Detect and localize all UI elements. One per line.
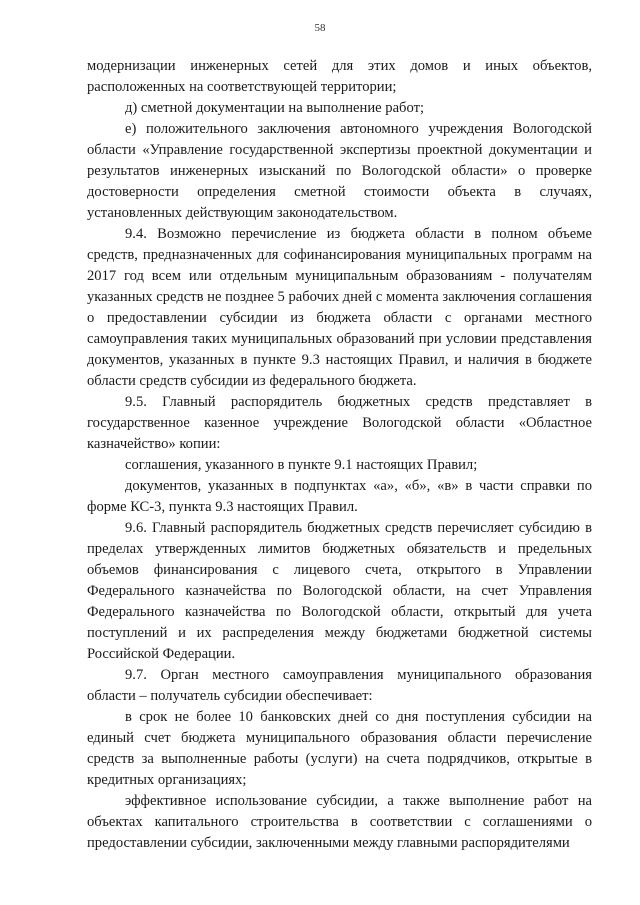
paragraph-9-6: 9.6. Главный распорядитель бюджетных средств перечисляет субсидию в пределах утвержденных лимитов бюджетных обязательств и предельных объемов финансирования с лицевого счета, открытого в Управлении Федерального казначейства по Вологодской области, на счет Управления Федерального казначейства по Вологодской области, открытый для учета поступлений и их распределения между бюджетами бюджетной системы Российской Федерации. — [87, 520, 592, 662]
page-number: 58 — [314, 22, 326, 34]
paragraph-9-7: 9.7. Орган местного самоуправления муниципального образования области – получатель субсидии обеспечивает: — [87, 667, 592, 704]
paragraph-9-5-agreement: соглашения, указанного в пункте 9.1 настоящих Правил; — [125, 457, 478, 473]
paragraph-9-7-efficiency: эффективное использование субсидии, а также выполнение работ на объектах капитального строительства в соответствии с соглашениями о предоставлении субсидии, заключенными между главными распорядителями — [87, 793, 592, 851]
paragraph-item-d: д) сметной документации на выполнение работ; — [125, 100, 425, 116]
paragraph-continuation: модернизации инженерных сетей для этих домов и иных объектов, расположенных на соответствующей территории; — [87, 58, 592, 95]
document-body — [87, 56, 592, 854]
paragraph-9-5-documents: документов, указанных в подпунктах «а», «б», «в» в части справки по форме КС-3, пункта 9.3 настоящих Правил. — [87, 478, 592, 515]
paragraph-9-5: 9.5. Главный распорядитель бюджетных средств представляет в государственное казенное учреждение Вологодской области «Областное казначейство» копии: — [87, 394, 592, 452]
paragraph-item-e: е) положительного заключения автономного учреждения Вологодской области «Управление государственной экспертизы проектной документации и результатов инженерных изысканий по Вологодской области» о проверке достоверности определения сметной стоимости объекта в случаях, установленных действующим законодательством. — [87, 121, 592, 221]
paragraph-9-7-transfer: в срок не более 10 банковских дней со дня поступления субсидии на единый счет бюджета муниципального образования области перечисление средств за выполненные работы (услуги) на счета подрядчиков, открытые в кредитных организациях; — [87, 709, 592, 788]
paragraph-9-4: 9.4. Возможно перечисление из бюджета области в полном объеме средств, предназначенных для софинансирования муниципальных программ на 2017 год всем или отдельным муниципальным образованиям - получателям указанных средств не позднее 5 рабочих дней с момента заключения соглашения о предоставлении субсидии из бюджета области с органами местного самоуправления таких муниципальных образований при условии представления документов, указанных в пункте 9.3 настоящих Правил, и наличия в бюджете области средств субсидии из федерального бюджета. — [87, 226, 593, 389]
